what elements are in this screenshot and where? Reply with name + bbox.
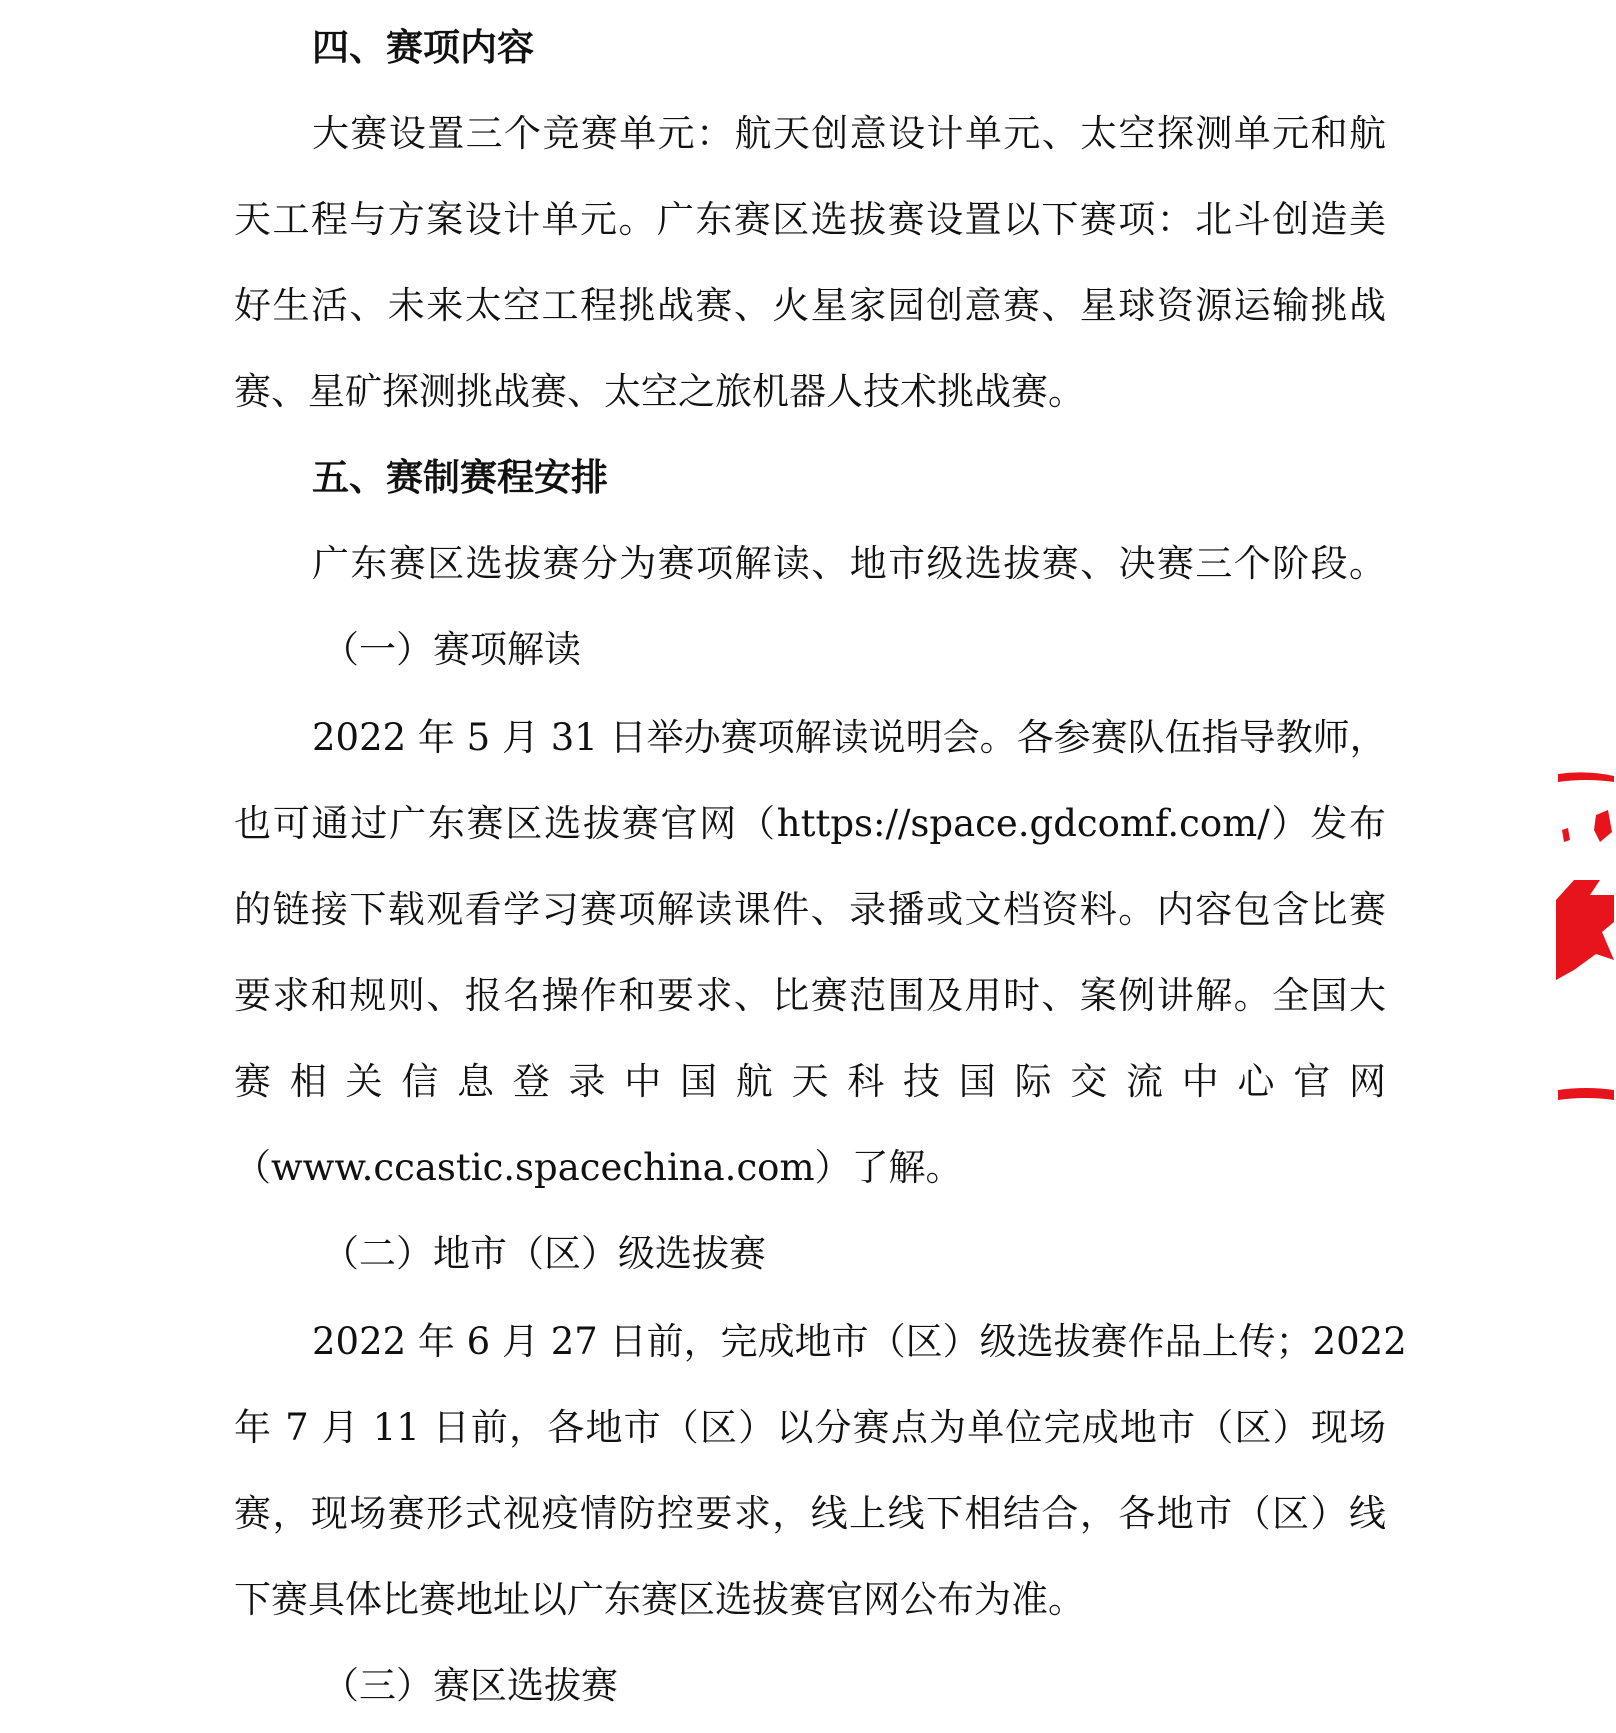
subsection-heading-2: （二）地市（区）级选拔赛	[322, 1232, 766, 1275]
text-line: 2022 年 6 月 27 日前，完成地市（区）级选拔赛作品上传；2022	[312, 1320, 1407, 1363]
text-line: 赛、星矿探测挑战赛、太空之旅机器人技术挑战赛。	[234, 370, 1085, 413]
section-heading-5: 五、赛制赛程安排	[312, 456, 608, 499]
text-line: 好生活、未来太空工程挑战赛、火星家园创意赛、星球资源运输挑战	[234, 284, 1386, 327]
official-seal-stamp	[1556, 770, 1616, 1110]
text-line: 大赛设置三个竞赛单元：航天创意设计单元、太空探测单元和航	[312, 112, 1386, 155]
section-heading-4: 四、赛项内容	[312, 26, 534, 69]
paragraph-stages: 广东赛区选拔赛分为赛项解读、地市级选拔赛、决赛三个阶段。	[312, 542, 1386, 585]
text-line: 下赛具体比赛地址以广东赛区选拔赛官网公布为准。	[234, 1578, 1085, 1621]
text-line: 天工程与方案设计单元。广东赛区选拔赛设置以下赛项：北斗创造美	[234, 198, 1386, 241]
text-line: （www.ccastic.spacechina.com）了解。	[234, 1146, 963, 1189]
text-line: 年 7 月 11 日前，各地市（区）以分赛点为单位完成地市（区）现场	[234, 1406, 1386, 1449]
text-line: 要求和规则、报名操作和要求、比赛范围及用时、案例讲解。全国大	[234, 974, 1386, 1017]
text-line: 赛相关信息登录中国航天科技国际交流中心官网	[234, 1060, 1386, 1103]
text-line: 赛，现场赛形式视疫情防控要求，线上线下相结合，各地市（区）线	[234, 1492, 1386, 1535]
text-line: 2022 年 5 月 31 日举办赛项解读说明会。各参赛队伍指导教师，	[312, 716, 1387, 759]
subsection-heading-1: （一）赛项解读	[322, 628, 581, 671]
text-line: 也可通过广东赛区选拔赛官网（https://space.gdcomf.com/）发布	[234, 802, 1386, 845]
subsection-heading-3: （三）赛区选拔赛	[322, 1664, 618, 1707]
text-line: 的链接下载观看学习赛项解读课件、录播或文档资料。内容包含比赛	[234, 888, 1386, 931]
